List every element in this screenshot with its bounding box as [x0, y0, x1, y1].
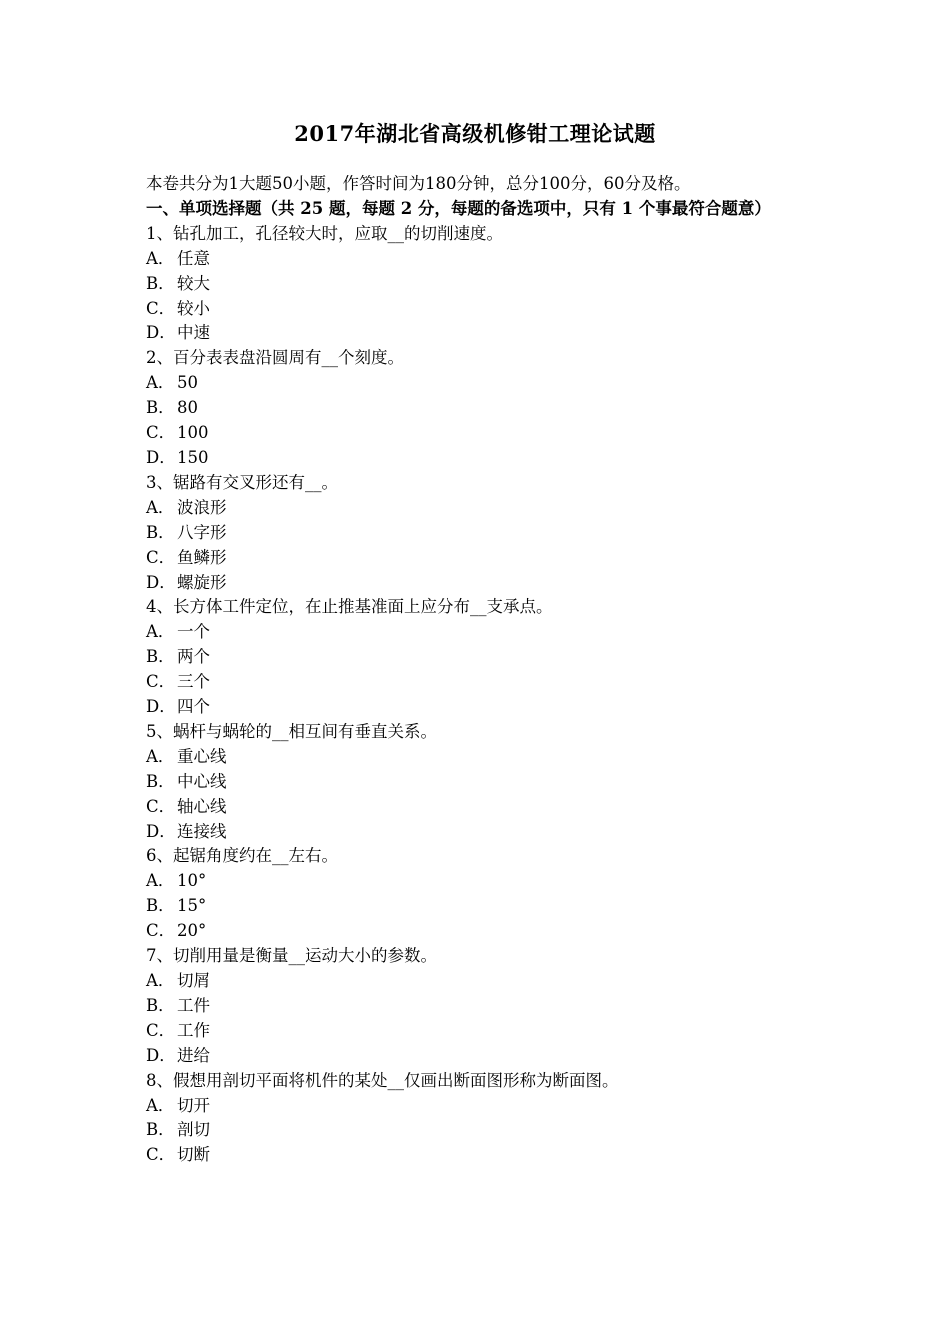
option-text: 一个 [177, 622, 210, 642]
option-letter: D． [146, 447, 176, 467]
answer-option [146, 421, 814, 446]
option-text: 重心线 [177, 746, 227, 766]
answer-option [146, 546, 814, 571]
option-text: 八字形 [177, 522, 227, 542]
option-text: 任意 [177, 248, 210, 268]
answer-option [146, 521, 814, 546]
option-letter: B． [146, 522, 175, 542]
option-text: 剖切 [177, 1120, 210, 1140]
question-stem: 2、百分表表盘沿圆周有__个刻度。 [146, 348, 404, 368]
option-text: 进给 [177, 1045, 210, 1065]
option-text: 100 [177, 423, 209, 443]
option-letter: D． [146, 323, 176, 343]
option-text: 20° [177, 921, 207, 941]
answer-option [146, 371, 814, 396]
answer-option [146, 695, 814, 720]
question-item [146, 944, 814, 1069]
answer-option [146, 272, 814, 297]
option-letter: A． [146, 746, 175, 766]
answer-option [146, 994, 814, 1019]
option-letter: C． [146, 921, 176, 941]
option-letter: B． [146, 273, 175, 293]
option-letter: B． [146, 1120, 175, 1140]
option-text: 波浪形 [177, 497, 227, 517]
option-letter: C． [146, 547, 176, 567]
question-stem: 7、切削用量是衡量__运动大小的参数。 [146, 946, 437, 966]
question-item [146, 222, 814, 347]
option-text: 鱼鳞形 [177, 547, 227, 567]
option-letter: D． [146, 821, 176, 841]
answer-option [146, 795, 814, 820]
option-letter: C． [146, 1145, 176, 1165]
option-letter: C． [146, 423, 176, 443]
option-text: 螺旋形 [177, 572, 227, 592]
answer-option [146, 496, 814, 521]
answer-option [146, 247, 814, 272]
question-stem: 5、蜗杆与蜗轮的__相互间有垂直关系。 [146, 721, 437, 741]
exam-intro: 本卷共分为1大题50小题，作答时间为180分钟，总分100分，60分及格。 [146, 174, 691, 193]
option-letter: A． [146, 1095, 175, 1115]
option-text: 较小 [177, 298, 210, 318]
document-body [146, 172, 814, 1168]
question-item [146, 1069, 814, 1169]
option-text: 较大 [177, 273, 210, 293]
option-letter: A． [146, 373, 175, 393]
option-letter: B． [146, 995, 175, 1015]
option-letter: D． [146, 572, 176, 592]
question-stem: 3、锯路有交叉形还有__。 [146, 472, 338, 492]
option-text: 10° [177, 871, 207, 891]
option-letter: A． [146, 248, 175, 268]
answer-option [146, 820, 814, 845]
question-item [146, 346, 814, 471]
option-text: 150 [177, 447, 209, 467]
answer-option [146, 770, 814, 795]
option-letter: C． [146, 672, 176, 692]
answer-option [146, 894, 814, 919]
answer-option [146, 919, 814, 944]
answer-option [146, 969, 814, 994]
question-stem: 4、长方体工件定位，在止推基准面上应分布__支承点。 [146, 597, 553, 617]
answer-option [146, 1094, 814, 1119]
answer-option [146, 869, 814, 894]
answer-option [146, 571, 814, 596]
option-letter: C． [146, 1020, 176, 1040]
option-letter: C． [146, 796, 176, 816]
option-letter: A． [146, 871, 175, 891]
option-text: 切屑 [177, 971, 210, 990]
option-text: 切断 [177, 1145, 210, 1165]
option-text: 中心线 [177, 771, 227, 791]
answer-option [146, 1118, 814, 1143]
option-letter: A． [146, 622, 175, 642]
answer-option [146, 297, 814, 322]
option-text: 工作 [177, 1020, 210, 1040]
answer-option [146, 620, 814, 645]
question-item [146, 595, 814, 720]
answer-option [146, 446, 814, 471]
answer-option [146, 396, 814, 421]
answer-option [146, 745, 814, 770]
answer-option [146, 1143, 814, 1168]
option-text: 工件 [177, 995, 210, 1015]
option-letter: B． [146, 647, 175, 667]
option-text: 80 [177, 398, 198, 418]
document-title: 2017年湖北省高级机修钳工理论试题 [294, 121, 656, 146]
option-text: 三个 [177, 672, 210, 692]
option-letter: B． [146, 771, 175, 791]
option-letter: A． [146, 971, 175, 990]
option-text: 15° [177, 896, 207, 916]
option-text: 轴心线 [177, 796, 227, 816]
question-stem: 1、钻孔加工，孔径较大时，应取__的切削速度。 [146, 223, 503, 243]
option-text: 连接线 [177, 821, 227, 841]
option-letter: B． [146, 896, 175, 916]
option-text: 切开 [177, 1095, 210, 1115]
question-item [146, 844, 814, 944]
answer-option [146, 1019, 814, 1044]
question-stem: 8、假想用剖切平面将机件的某处__仅画出断面图形称为断面图。 [146, 1070, 619, 1090]
option-text: 中速 [177, 323, 210, 343]
question-item [146, 720, 814, 845]
option-letter: D． [146, 1045, 176, 1065]
answer-option [146, 1044, 814, 1069]
answer-option [146, 645, 814, 670]
option-text: 50 [177, 373, 198, 393]
answer-option [146, 321, 814, 346]
section-heading: 一、单项选择题（共 25 题，每题 2 分，每题的备选项中，只有 1 个事最符合题意） [146, 198, 771, 218]
option-letter: D． [146, 697, 176, 717]
option-text: 四个 [177, 697, 210, 717]
question-list [146, 222, 814, 1168]
question-item [146, 471, 814, 596]
option-letter: A． [146, 497, 175, 517]
option-text: 两个 [177, 647, 210, 667]
answer-option [146, 670, 814, 695]
option-letter: B． [146, 398, 175, 418]
question-stem: 6、起锯角度约在__左右。 [146, 846, 338, 866]
option-letter: C． [146, 298, 176, 318]
